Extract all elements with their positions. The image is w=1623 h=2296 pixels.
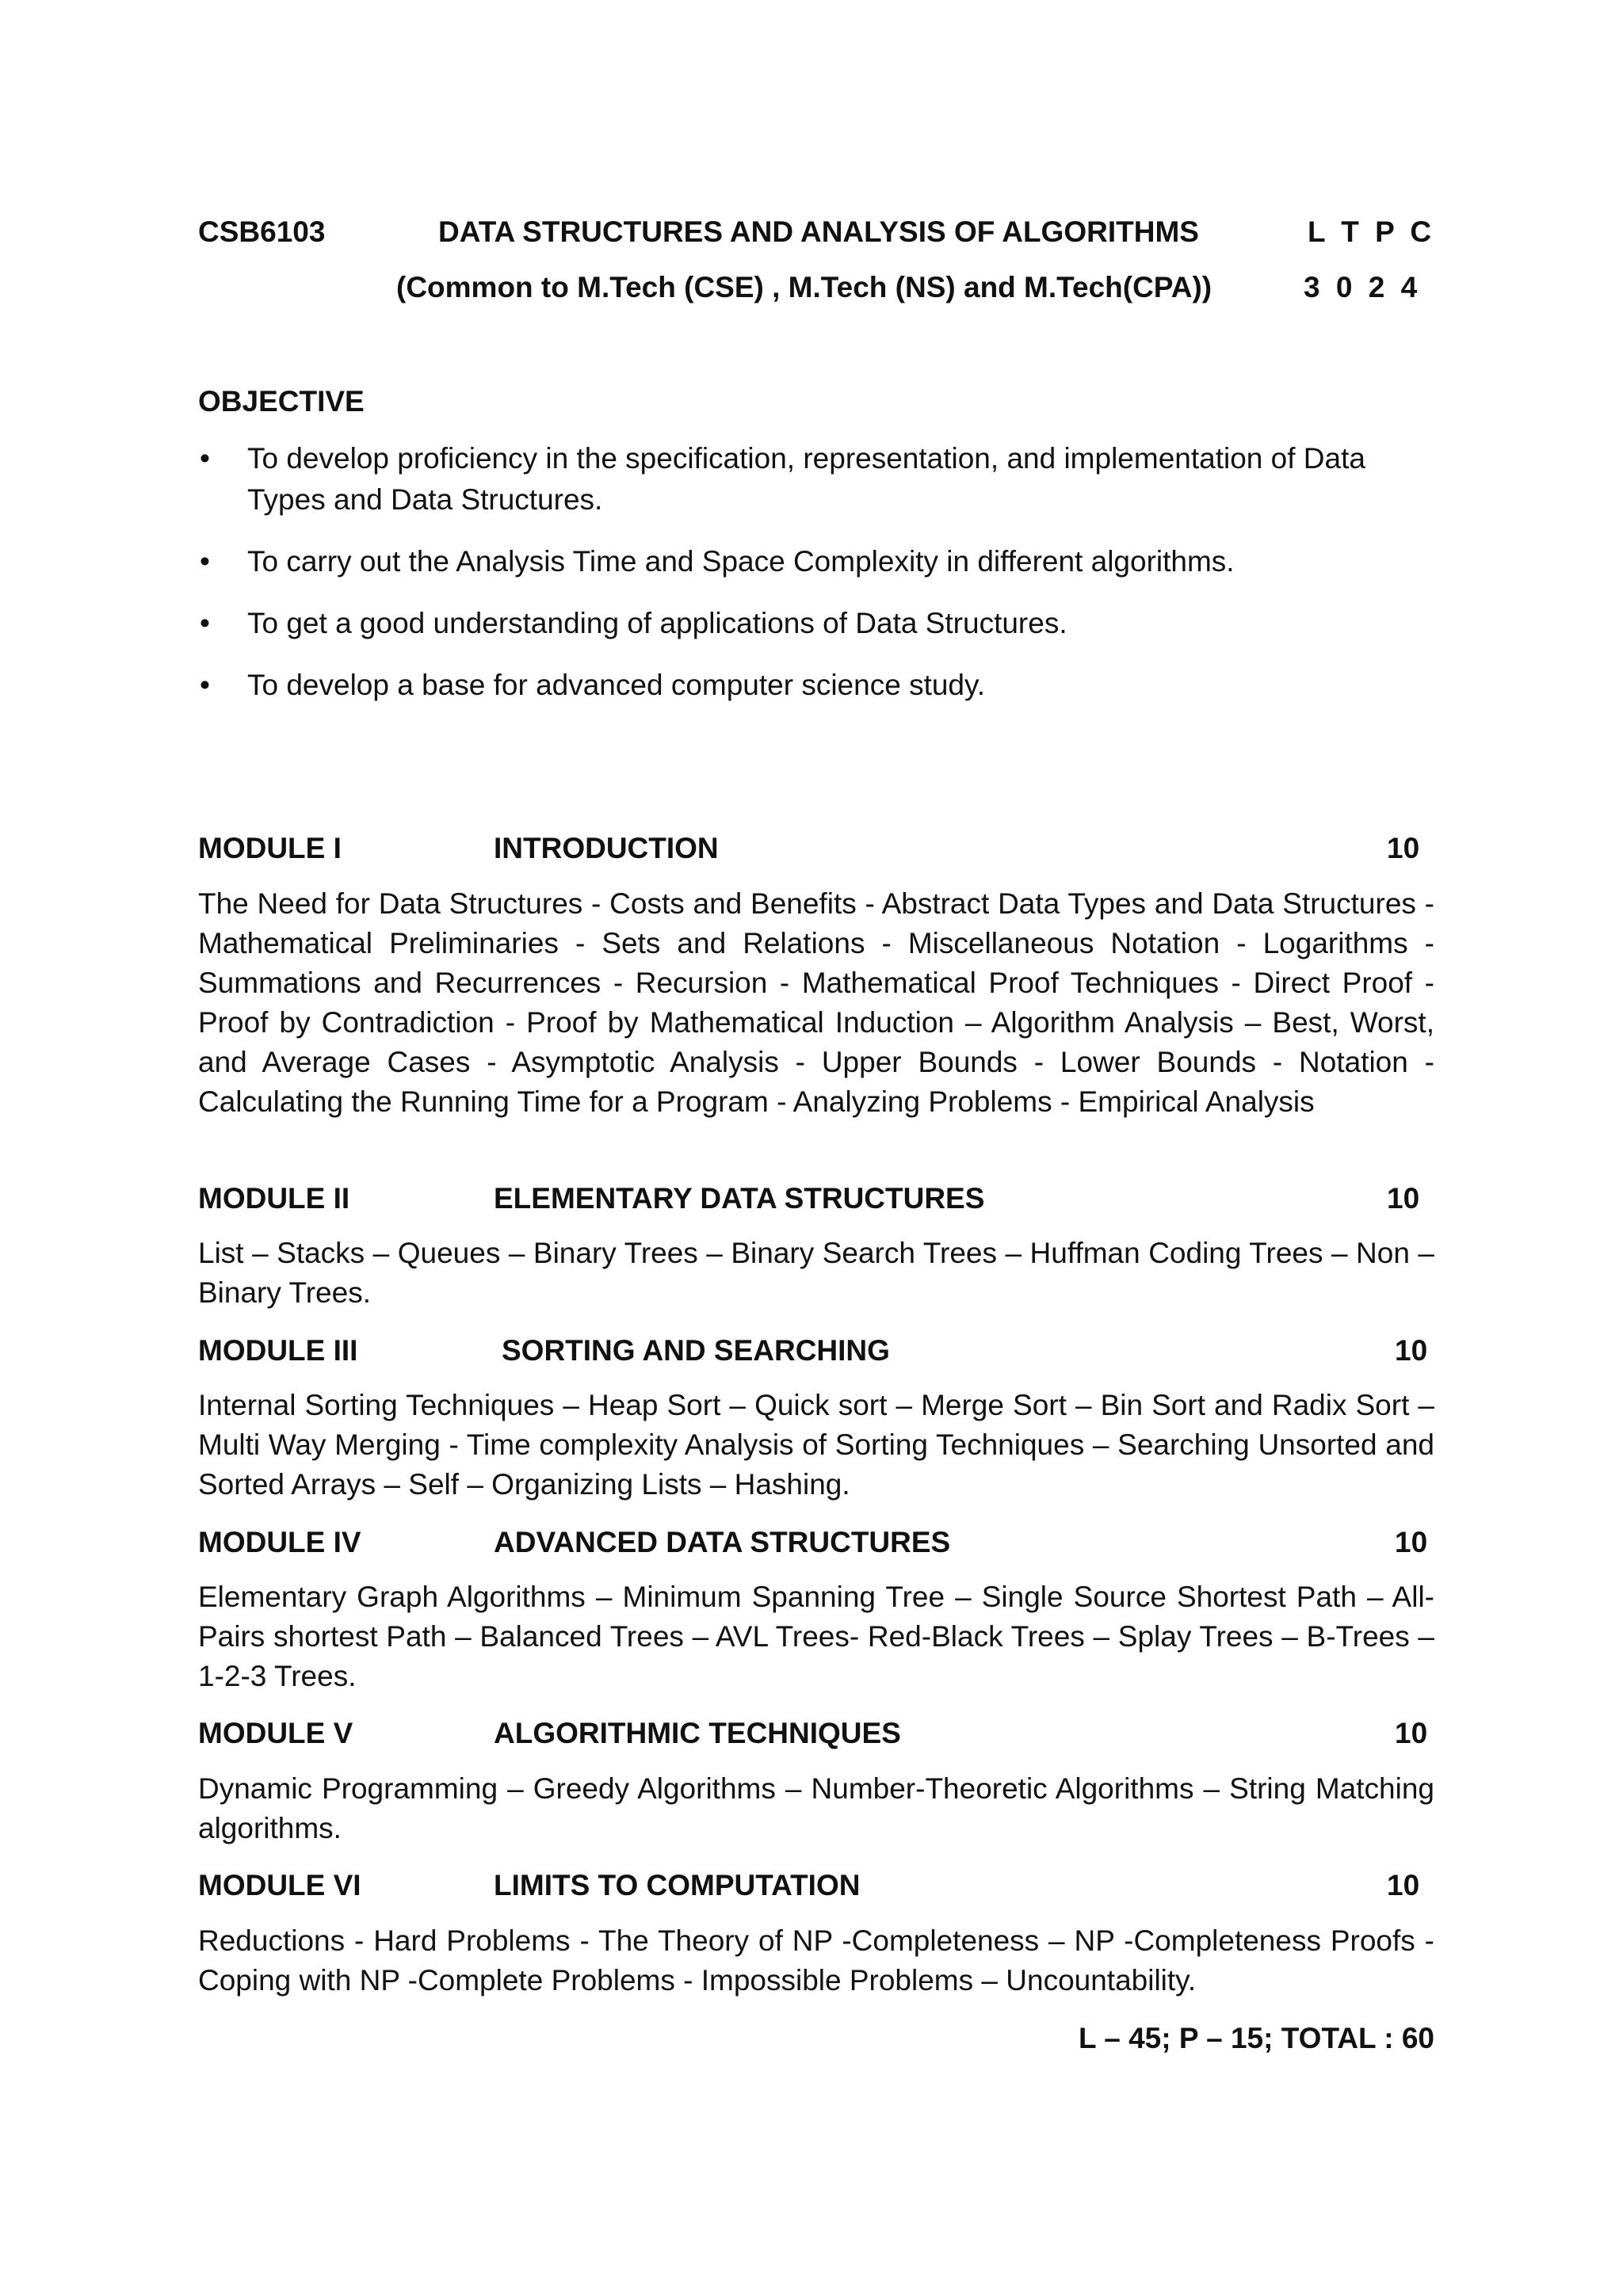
objective-text: To develop proficiency in the specification, representation, and implementation of Data Types and Data Structures.: [247, 442, 1365, 516]
module-hours: 10: [1395, 1526, 1428, 1558]
module-content: The Need for Data Structures - Costs and Benefits - Abstract Data Types and Data Structures - Mathematical Preliminaries - Sets and Relations - Miscellaneous Notation - Logarithms -Summations and Recurrences - Recursion - Mathematical Proof Techniques - Direct Proof - Proof by Contradiction - Proof by Mathematical Induction – Algorithm Analysis – Best, Worst, and Average Cases - Asymptotic Analysis - Upper Bounds - Lower Bounds - Notation - Calculating the Running Time for a Program - Analyzing Problems - Empirical Analysis: [198, 887, 1434, 1118]
module-title: ALGORITHMIC TECHNIQUES: [494, 1717, 901, 1749]
bullet-icon: •: [200, 442, 210, 475]
bullet-icon: •: [200, 669, 210, 701]
ltpc-values: 3 0 2 4: [1304, 271, 1418, 303]
module-title: ADVANCED DATA STRUCTURES: [494, 1526, 951, 1558]
module-content: Reductions - Hard Problems - The Theory of NP -Completeness – NP -Completeness Proofs - Coping with NP -Complete Problems - Impossible Problems – Uncountability.: [198, 1924, 1434, 1997]
module-code: MODULE II: [198, 1182, 350, 1215]
module-title: INTRODUCTION: [494, 832, 719, 864]
module-title: SORTING AND SEARCHING: [502, 1334, 890, 1367]
course-code: CSB6103: [198, 215, 326, 248]
module-code: MODULE IV: [198, 1526, 361, 1558]
module-content: Dynamic Programming – Greedy Algorithms – Number-Theoretic Algorithms – String Matching algorithms.: [198, 1772, 1434, 1844]
objective-list: [200, 438, 1436, 727]
course-subtitle: (Common to M.Tech (CSE) , M.Tech (NS) and M.Tech(CPA)): [396, 271, 1212, 303]
module-code: MODULE I: [198, 832, 342, 864]
objective-item: [200, 438, 1436, 521]
module-hours: 10: [1387, 1182, 1420, 1215]
ltpc-labels: L T P C: [1308, 215, 1432, 248]
module-hours: 10: [1387, 1869, 1420, 1901]
module-hours: 10: [1387, 832, 1420, 864]
objective-item: [200, 541, 1436, 582]
module-code: MODULE V: [198, 1717, 353, 1749]
objective-item: [200, 665, 1436, 706]
total-hours: L – 45; P – 15; TOTAL : 60: [1079, 2022, 1434, 2054]
module-title: LIMITS TO COMPUTATION: [494, 1869, 861, 1901]
module-code: MODULE VI: [198, 1869, 361, 1901]
objective-text: To get a good understanding of applications of Data Structures.: [247, 607, 1067, 639]
module-title: ELEMENTARY DATA STRUCTURES: [494, 1182, 985, 1215]
module-code: MODULE III: [198, 1334, 358, 1367]
module-content: List – Stacks – Queues – Binary Trees – Binary Search Trees – Huffman Coding Trees – Non – Binary Trees.: [198, 1237, 1434, 1309]
objective-heading: OBJECTIVE: [198, 385, 365, 418]
module-content: Internal Sorting Techniques – Heap Sort – Quick sort – Merge Sort – Bin Sort and Radix Sort – Multi Way Merging - Time complexity Analysis of Sorting Techniques – Searching Unsorted and Sorted Arrays – Self – Organizing Lists – Hashing.: [198, 1389, 1434, 1501]
objective-text: To carry out the Analysis Time and Space Complexity in different algorithms.: [247, 545, 1235, 578]
course-title: DATA STRUCTURES AND ANALYSIS OF ALGORITHMS: [438, 215, 1199, 248]
module-hours: 10: [1395, 1334, 1428, 1367]
objective-item: [200, 603, 1436, 644]
bullet-icon: •: [200, 545, 210, 578]
bullet-icon: •: [200, 607, 210, 639]
module-hours: 10: [1395, 1717, 1428, 1749]
module-content: Elementary Graph Algorithms – Minimum Spanning Tree – Single Source Shortest Path – All-Pairs shortest Path – Balanced Trees – AVL Trees- Red-Black Trees – Splay Trees – B-Trees – 1-2-3 Trees.: [198, 1581, 1434, 1692]
objective-text: To develop a base for advanced computer science study.: [247, 669, 986, 701]
